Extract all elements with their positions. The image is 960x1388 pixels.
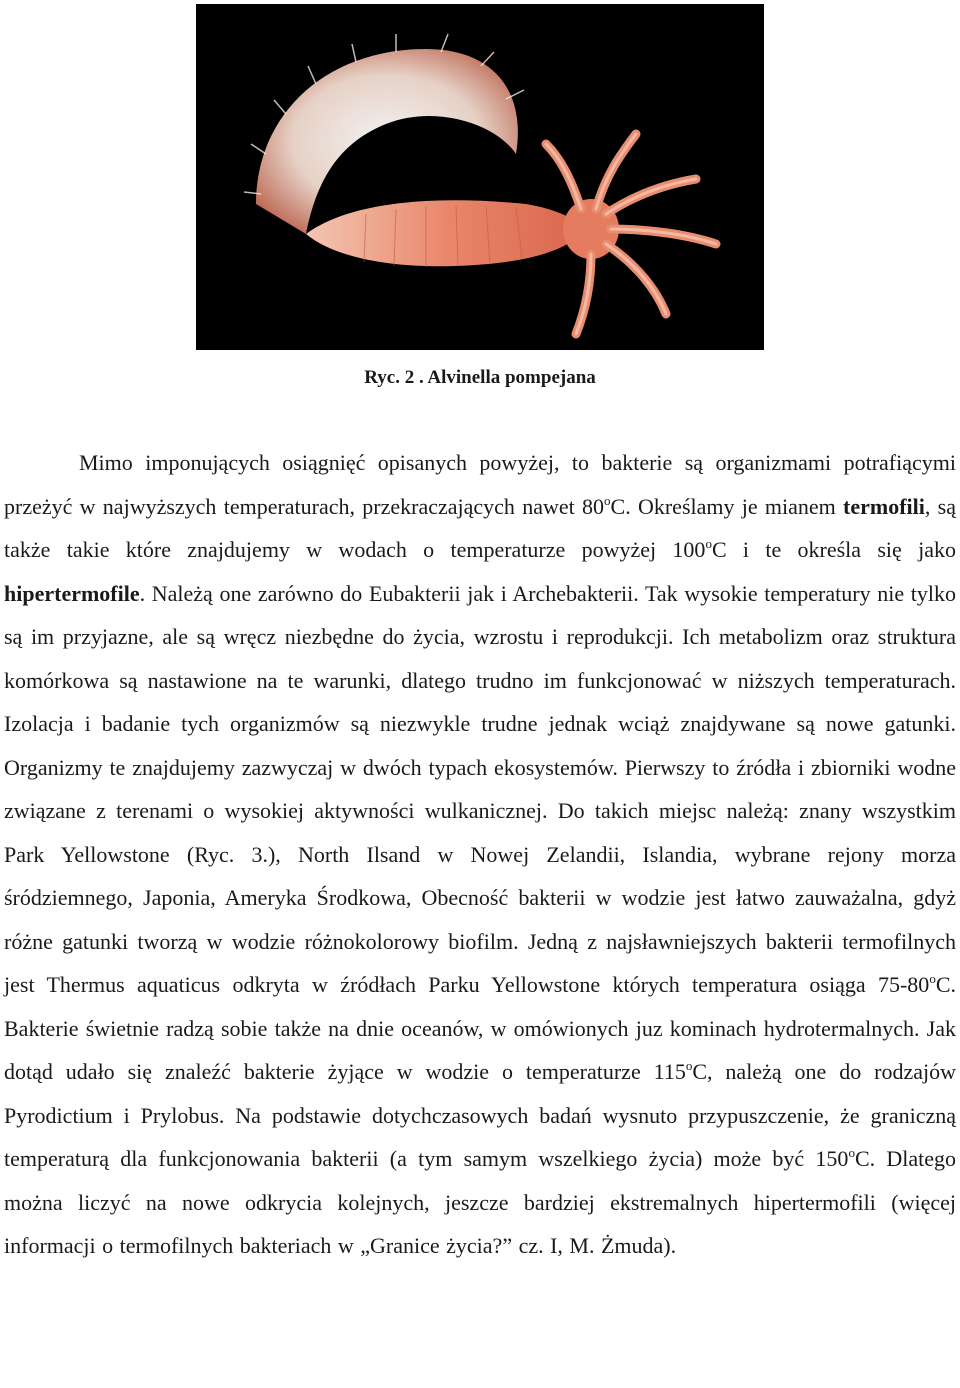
alvinella-photo	[196, 4, 764, 350]
text-run: C. Bakterie świetnie radzą sobie także na dnie oceanów, w omówionych juz kominach hydrotermalnych. Jak dotąd udało się znaleźć bakterie żyjące w wodzie o temperaturze 115	[4, 972, 956, 1084]
degree-mark: o	[705, 536, 712, 551]
text-run: C. Dlatego można liczyć na nowe odkrycia kolejnych, jeszcze bardziej ekstremalnych hipertermofili (więcej informacji o termofilnych bakteriach w „Granice życia?” cz. I, M. Żmuda).	[4, 1146, 956, 1258]
degree-mark: o	[685, 1058, 693, 1073]
body-paragraph	[4, 441, 956, 1268]
figure-caption: Ryc. 2 . Alvinella pompejana	[364, 367, 596, 388]
text-run: C i te określa się jako	[711, 537, 956, 562]
text-run: Mimo imponujących osiągnięć opisanych powyżej, to bakterie są organizmami potrafiącymi przeżyć w najwyższych temperaturach, przekraczających nawet 80	[4, 450, 956, 519]
text-run: . Należą one zarówno do Eubakterii jak i Archebakterii. Tak wysokie temperatury nie tylko są im przyjazne, ale są wręcz niezbędne do życia, wzrostu i reprodukcji. Ich metabolizm oraz struktura komórkowa są nastawione na te warunki, dlatego trudno im funkcjonować w niższych temperaturach. Izolacja i badanie tych organizmów są niezwykle trudne jednak wciąż znajdywane są nowe gatunki. Organizmy te znajdujemy zazwyczaj w dwóch typach ekosystemów. Pierwszy to źródła i zbiorniki wodne związane z terenami o wysokiej aktywności wulkanicznej. Do takich miejsc należą: znany wszystkim Park Yellowstone (Ryc. 3.), North Ilsand w Nowej Zelandii, Islandia, wybrane rejony morza śródziemnego, Japonia, Ameryka Środkowa, Obecność bakterii w wodzie jest łatwo zauważalna, gdyż różne gatunki tworzą w wodzie różnokolorowy biofilm. Jedną z najsławniejszych bakterii termofilnych jest Thermus aquaticus odkryta w źródłach Parku Yellowstone których temperatura osiąga 75-80	[4, 580, 956, 997]
term-termofili: termofili	[843, 493, 925, 519]
text-run: C, należą one do rodzajów Pyrodictium i Prylobus. Na podstawie dotychczasowych badań wysnuto przypuszczenie, że graniczną temperaturą dla funkcjonowania bakterii (a tym samym wszelkiego życia) może być 150	[4, 1059, 956, 1171]
degree-mark: o	[848, 1145, 855, 1160]
text-run: , są także takie które znajdujemy w wodach o temperaturze powyżej 100	[4, 493, 957, 562]
degree-mark: o	[604, 492, 611, 508]
degree-mark: o	[929, 971, 936, 986]
text-run: C. Określamy je mianem	[610, 493, 844, 519]
term-hipertermofile: hipertermofile	[4, 580, 140, 606]
